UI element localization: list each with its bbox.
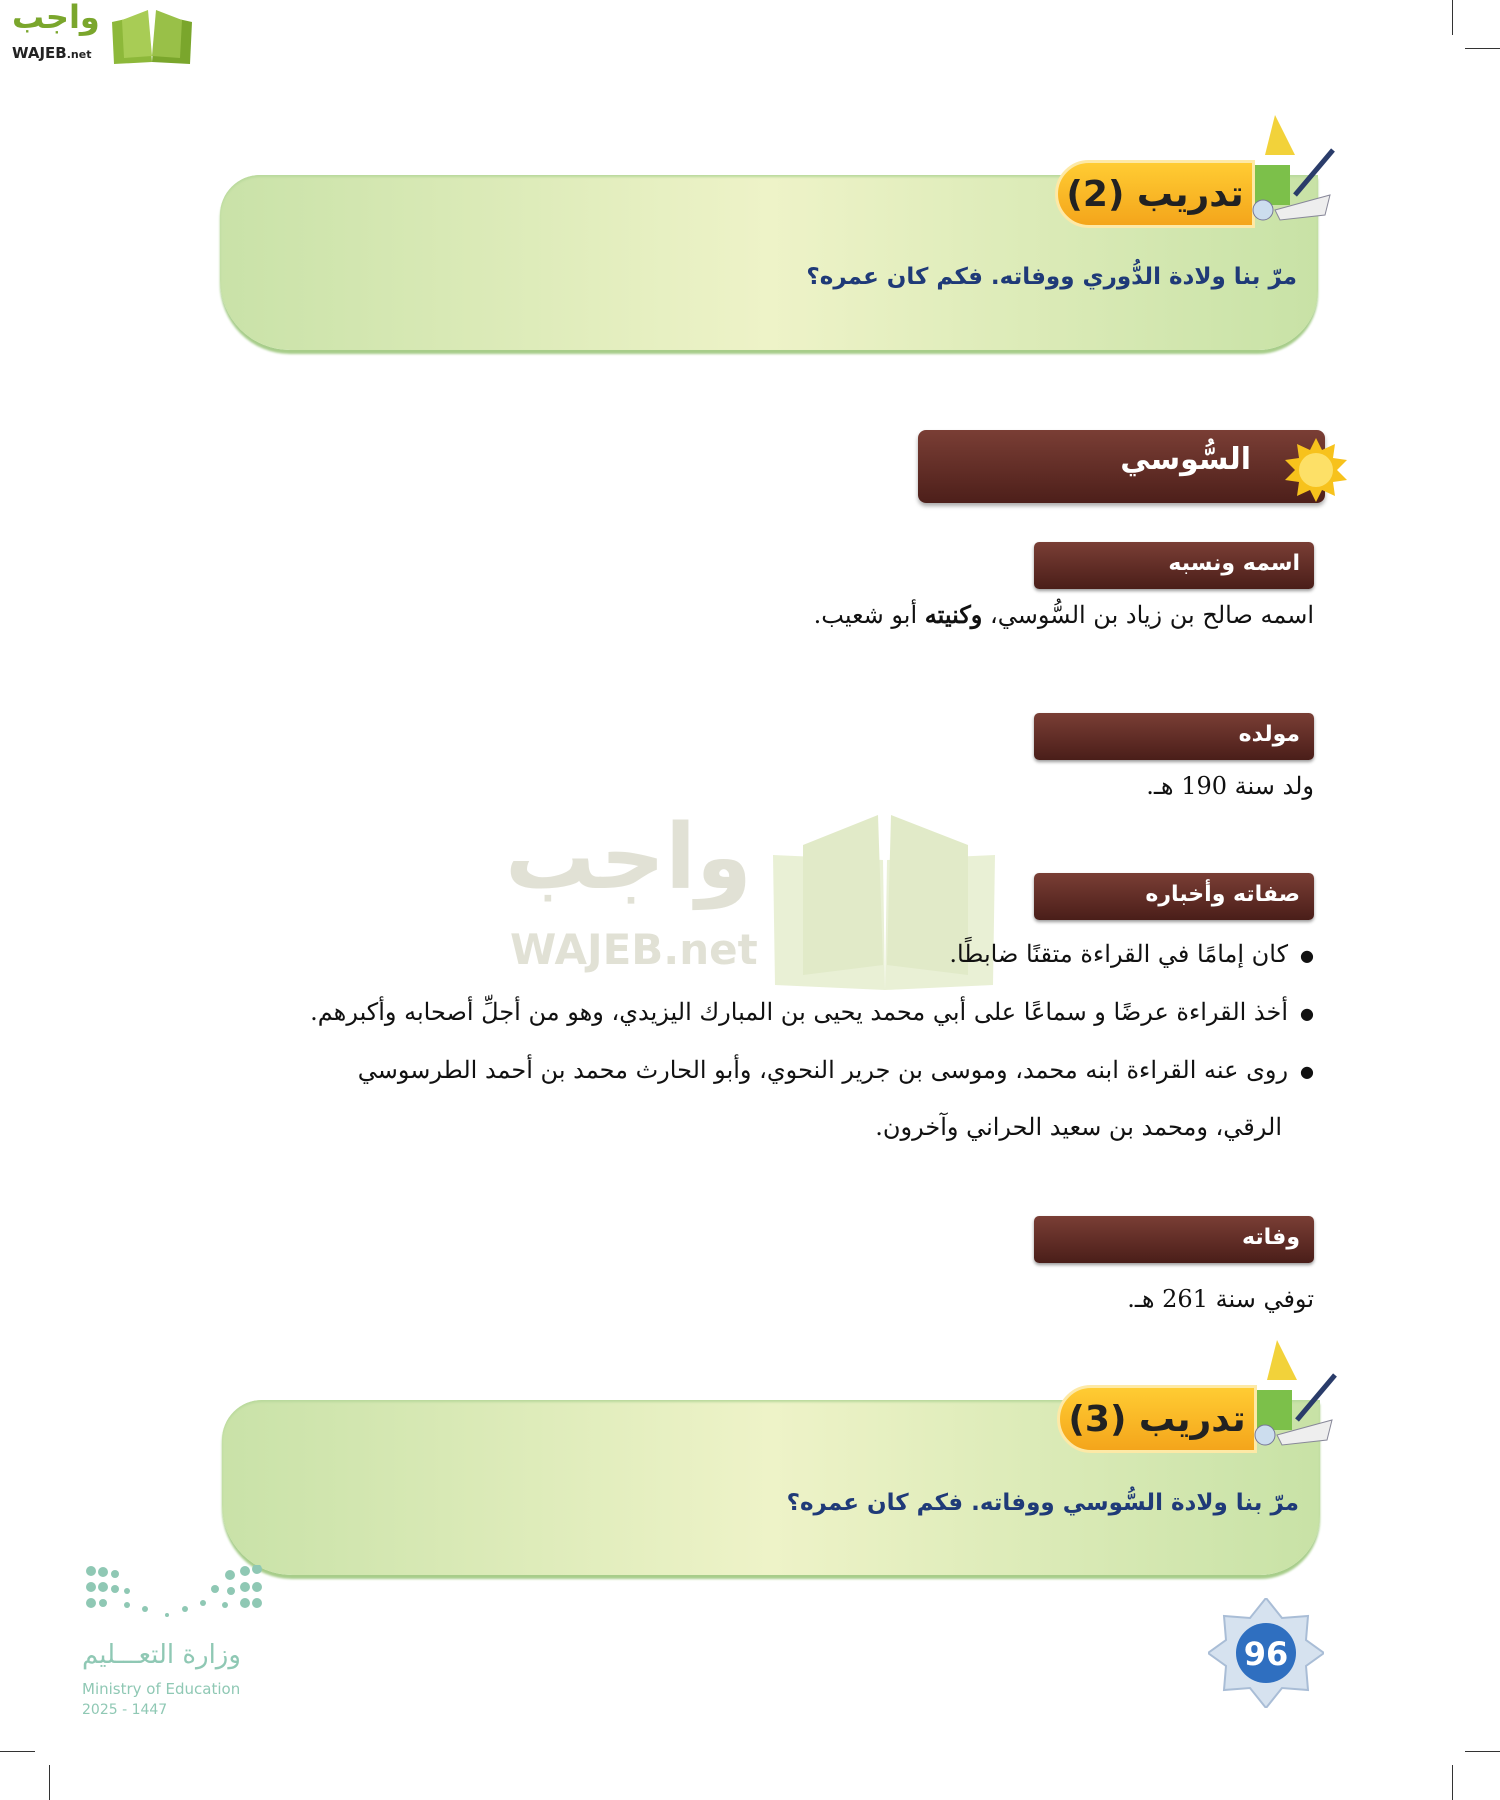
watermark xyxy=(505,805,1005,990)
exercise-2-question: مرّ بنا ولادة الدُّوري ووفاته. فكم كان عمره؟ xyxy=(806,264,1297,290)
page-number: 96 xyxy=(1243,1635,1289,1673)
name-text-part: أبو شعيب. xyxy=(813,601,925,629)
exercise-3-label: تدريب (3) xyxy=(1057,1385,1257,1453)
page-number-badge xyxy=(1208,1598,1324,1708)
crop-mark xyxy=(0,1751,35,1752)
birth-text: ولد سنة 190 هـ. xyxy=(1146,772,1314,800)
ministry-logo xyxy=(80,1560,270,1725)
ministry-arabic: وزارة التعـــليم xyxy=(82,1640,241,1670)
logo-latin-wrap xyxy=(12,44,91,62)
trophy-pen-icon xyxy=(1247,1340,1337,1450)
logo-latin: WAJEB xyxy=(12,44,67,62)
ministry-year: 2025 - 1447 xyxy=(82,1702,168,1718)
crop-mark xyxy=(1452,1765,1453,1800)
logo-suffix: .net xyxy=(66,48,92,61)
birth-heading: مولده xyxy=(1034,713,1314,760)
trait-item: ● أخذ القراءة عرضًا و سماعًا على أبي محمد يحيى بن المبارك اليزيدي، وهو من أجلِّ أصحابه وأكبرهم. xyxy=(310,998,1314,1026)
crop-mark xyxy=(1452,0,1453,35)
crop-mark xyxy=(49,1765,50,1800)
book-icon xyxy=(108,6,196,66)
section-title: السُّوسي xyxy=(918,430,1325,503)
exercise-3-question: مرّ بنا ولادة السُّوسي ووفاته. فكم كان عمره؟ xyxy=(786,1490,1299,1516)
ministry-dots-icon xyxy=(85,1565,265,1630)
wajeb-logo[interactable] xyxy=(8,0,190,66)
trait-item: ● روى عنه القراءة ابنه محمد، وموسى بن جرير النحوي، وأبو الحارث محمد بن أحمد الطرسوسي xyxy=(358,1056,1314,1084)
name-text-bold: وكنيته xyxy=(924,600,983,629)
name-text-part: اسمه صالح بن زياد بن السُّوسي، xyxy=(982,601,1314,629)
exercise-2-label: تدريب (2) xyxy=(1055,160,1255,228)
watermark-arabic: واجب xyxy=(505,805,752,910)
ministry-english: Ministry of Education xyxy=(82,1680,241,1698)
traits-heading: صفاته وأخباره xyxy=(1034,873,1314,920)
name-heading: اسمه ونسبه xyxy=(1034,542,1314,589)
death-text: توفي سنة 261 هـ. xyxy=(1127,1285,1314,1313)
death-heading: وفاته xyxy=(1034,1216,1314,1263)
trophy-pen-icon xyxy=(1245,115,1335,225)
logo-arabic: واجب xyxy=(12,0,100,36)
trait-item: ● كان إمامًا في القراءة متقنًا ضابطًا. xyxy=(949,940,1314,968)
name-text xyxy=(814,600,1314,629)
crop-mark xyxy=(1465,48,1500,49)
sun-icon xyxy=(1283,436,1349,502)
crop-mark xyxy=(1465,1751,1500,1752)
watermark-latin: WAJEB.net xyxy=(510,925,758,974)
trait-item-continued: الرقي، ومحمد بن سعيد الحراني وآخرون. xyxy=(875,1113,1282,1141)
